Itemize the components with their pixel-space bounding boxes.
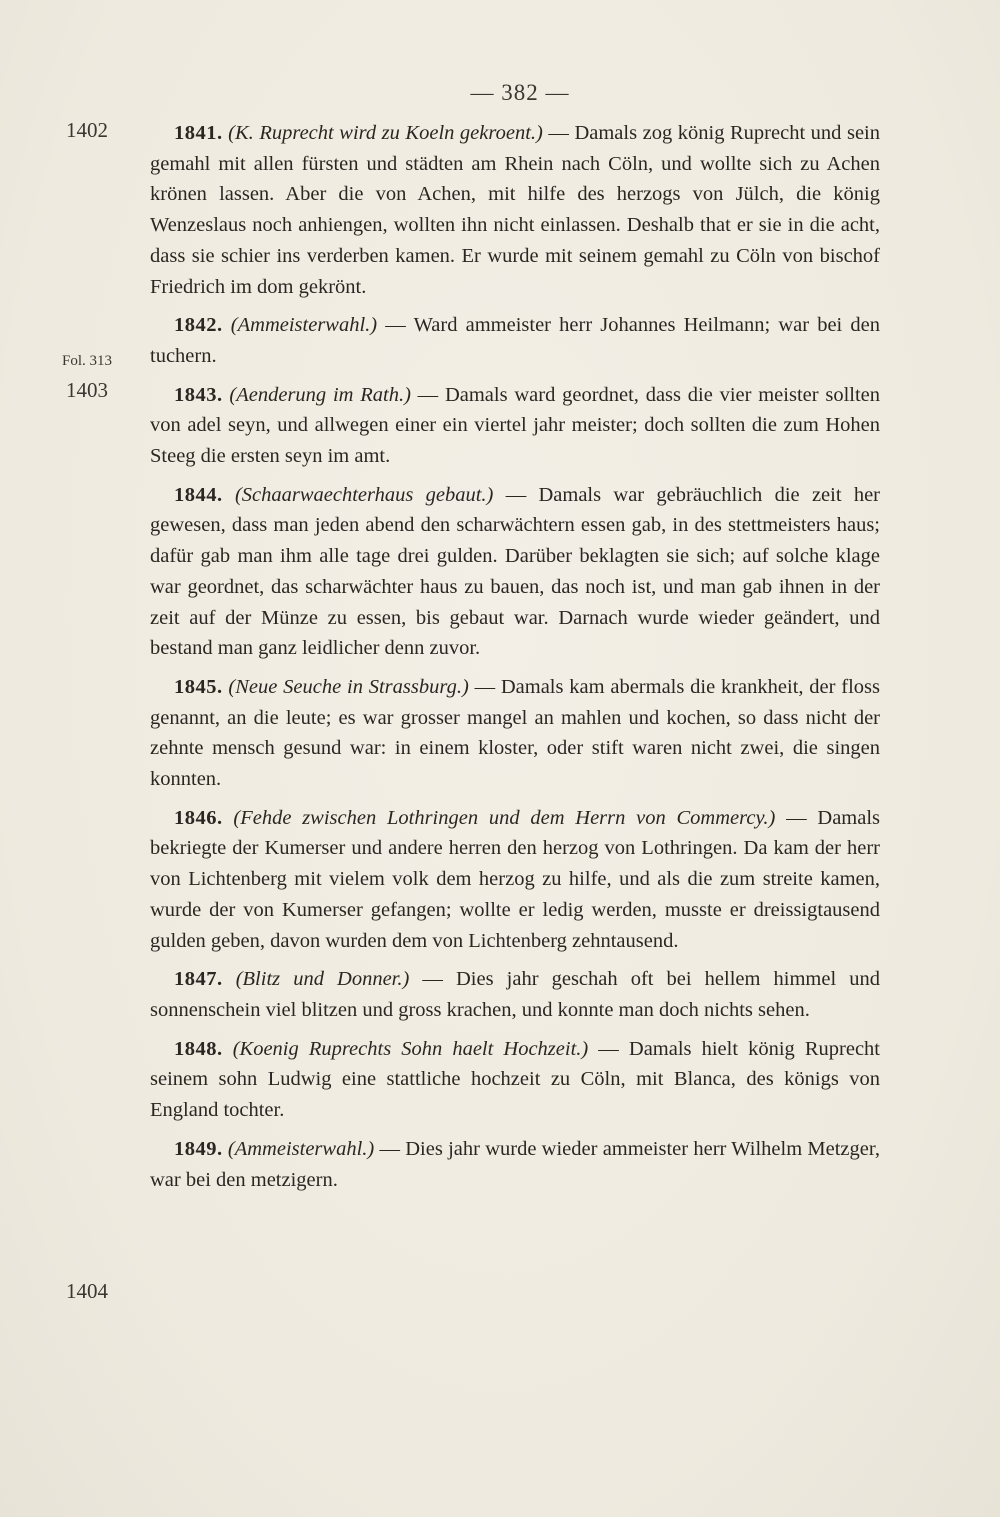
entry-1843: [150, 380, 880, 472]
entry-1849: [150, 1134, 880, 1195]
entry-title: (Fehde zwischen Lothringen und dem Herrn von Commercy.): [233, 806, 776, 829]
entry-title: (Neue Seuche in Strassburg.): [228, 675, 469, 698]
entry-number: 1842.: [174, 314, 223, 337]
entry-1846: [150, 803, 880, 957]
entry-number: 1847.: [174, 968, 223, 991]
margin-year-1402: 1402: [66, 118, 108, 142]
entry-number: 1848.: [174, 1037, 223, 1060]
entry-text: — Dies jahr wurde wieder ammeister herr Wilhelm Metzger, war bei den metzigern.: [150, 1137, 881, 1191]
entry-number: 1849.: [174, 1137, 223, 1160]
entry-text: — Damals hielt könig Ruprecht seinem sohn Ludwig eine stattliche hochzeit zu Cöln, mit Blanca, des königs von England tochter.: [150, 1037, 881, 1122]
entry-text: — Damals kam abermals die krankheit, der floss genannt, an die leute; es war grosser mangel an mahlen und kochen, so dass nicht der zehnte mensch gesund war: in einem kloster, oder stift waren nicht zwei, die singen konnten.: [150, 675, 880, 791]
entry-text: — Damals ward geordnet, dass die vier meister sollten von adel seyn, und allwegen einer ein viertel jahr meister; doch sollten die zum Hohen Steeg die ersten seyn im amt.: [150, 383, 881, 468]
entry-1842: [150, 310, 880, 371]
page-number: — 382 —: [470, 80, 570, 105]
entry-title: (Ammeisterwahl.): [230, 314, 378, 337]
entry-1844: [150, 480, 880, 664]
entry-1847: [150, 964, 880, 1025]
entry-title: (Aenderung im Rath.): [229, 383, 411, 406]
entry-number: 1844.: [174, 483, 223, 506]
entry-title: (K. Ruprecht wird zu Koeln gekroent.): [228, 122, 543, 144]
entry-title: (Ammeisterwahl.): [227, 1137, 375, 1160]
entry-1841: [150, 118, 880, 302]
margin-year-1404: 1404: [66, 1279, 108, 1303]
entry-1845: [150, 672, 880, 795]
entry-number: 1843.: [174, 383, 223, 406]
entry-title: (Schaarwaechterhaus gebaut.): [234, 483, 494, 506]
entry-text: — Dies jahr geschah oft bei hellem himmel und sonnenschein viel blitzen und gross krachen, und konnte man doch nichts sehen.: [150, 968, 880, 1021]
entry-number: 1846.: [174, 806, 223, 829]
entry-title: (Blitz und Donner.): [235, 968, 410, 991]
margin-folio-313: Fol. 313: [61, 353, 112, 369]
margin-year-1403: 1403: [66, 378, 108, 402]
entry-text: — Damals bekriegte der Kumerser und andere herren den herzog von Lothringen. Da kam der herr von Lichtenberg mit vielem volk dem herzog zu hilfe, und als die zum streite kamen, wurde der von Kumerser gefangen; wollte er ledig werden, musste er dreissigtausend gulden geben, davon wurden dem von Lichtenberg zehntausend.: [150, 806, 881, 952]
entry-1848: [150, 1034, 880, 1126]
entry-text: — Ward ammeister herr Johannes Heilmann; war bei den tuchern.: [150, 314, 881, 367]
entry-title: (Koenig Ruprechts Sohn haelt Hochzeit.): [232, 1037, 589, 1060]
main-text: [150, 118, 880, 1195]
entry-text: — Damals war gebräuchlich die zeit her gewesen, dass man jeden abend den scharwächtern essen gab, in des stettmeisters haus; dafür gab man ihm alle tage drei gulden. Darüber beklagten sie sich; auf solche klage war geordnet, das scharwächter haus zu bauen, das noch ist, und man gab ihnen in der zeit auf der Münze zu essen, bis gebaut war. Darnach wurde wieder geändert, und bestand man ganz leidlicher denn zuvor.: [150, 483, 881, 660]
entry-text: — Damals zog könig Ruprecht und sein gemahl mit allen fürsten und städten am Rhein nach Cöln, und wollte sich zu Achen krönen lassen. Aber die von Achen, mit hilfe des herzogs von Jülch, die könig Wenzeslaus noch anhiengen, wollten ihn nicht einlassen. Deshalb that er sie in die acht, dass sie schier ins verderben kamen. Er wurde mit seinem gemahl zu Cöln von bischof Friedrich im dom gekrönt.: [150, 122, 881, 298]
entry-number: 1841.: [174, 122, 223, 144]
entry-number: 1845.: [174, 675, 223, 698]
